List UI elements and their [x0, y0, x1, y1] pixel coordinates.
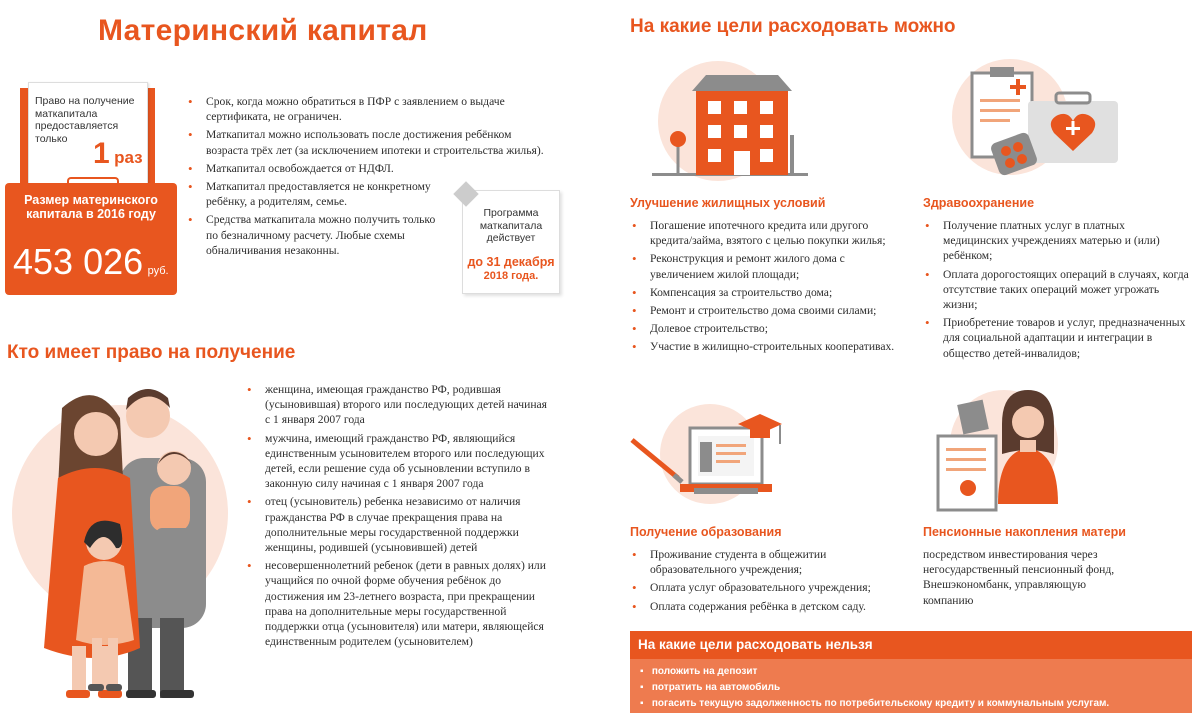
limit-card	[20, 82, 155, 186]
list-item: • Погашение ипотечного кредита или другого кредита/займа, взятого с целью покупки жилья;	[630, 218, 910, 248]
health-list	[923, 218, 1193, 364]
program-note	[462, 190, 560, 294]
page-title: Материнский капитал	[98, 14, 428, 47]
capital-amount: 453 026	[13, 241, 144, 282]
pension-text: посредством инвестирования через негосударственный пенсионный фонд, Внешэкономбанк, управляющую компанию	[923, 548, 1115, 607]
pension-icon	[930, 384, 1080, 514]
list-item: • Получение платных услуг в платных медицинских учреждениях матерью и (или) ребёнком;	[923, 218, 1193, 264]
list-item: ▪ положить на депозит	[640, 666, 758, 677]
list-item: ▪ потратить на автомобиль	[640, 682, 781, 693]
limit-count-unit: раз	[114, 148, 143, 167]
list-item: • несовершеннолетний ребенок (дети в равных долях) или учащийся по очной форме обучения ребёнок до достижения им 23-летнего возраста, при прекращении права на дополнительные меры государственной поддержки отца (усыновителя) или матери, являющейся единственным родителем (усыновителем)	[245, 558, 555, 649]
education-icon	[628, 400, 788, 512]
list-item: • Реконструкция и ремонт жилого дома с увеличением жилой площади;	[630, 251, 910, 281]
housing-title: Улучшение жилищных условий	[630, 196, 826, 210]
forbidden-box	[630, 631, 1192, 713]
eligibility-title: Кто имеет право на получение	[7, 342, 296, 363]
capital-size-label: Размер материнского капитала в 2016 году	[24, 193, 158, 221]
forbidden-item-text: погасить текущую задолженность по потребительскому кредиту и коммунальным услугам.	[651, 698, 1110, 709]
education-list	[630, 547, 910, 617]
allowed-title: На какие цели расходовать можно	[630, 16, 956, 37]
list-item: • Оплата содержания ребёнка в детском саду.	[630, 599, 910, 614]
list-item: • Компенсация за строительство дома;	[630, 285, 910, 300]
list-item: • отец (усыновитель) ребенка независимо от наличия гражданства РФ в случае прекращения права на дополнительные меры государственной поддержки женщины, родившей (усыновившей) детей	[245, 494, 555, 555]
capital-unit: руб.	[147, 265, 169, 277]
family-illustration	[0, 378, 240, 708]
list-item: • мужчина, имеющий гражданство РФ, являющийся единственным усыновителем второго или последующих детей, если решение суда об усыновлении вступило в законную силу начиная с 1 января 2007 года	[245, 431, 555, 492]
list-item: • Долевое строительство;	[630, 321, 910, 336]
education-title: Получение образования	[630, 525, 782, 539]
list-item: • Приобретение товаров и услуг, предназначенных для социальной адаптации и интеграции в общество детей-инвалидов;	[923, 315, 1193, 361]
program-date: до 31 декабря	[467, 255, 555, 269]
list-item: • Оплата дорогостоящих операций в случаях, когда отсутствие таких операций может угрожать жизни;	[923, 267, 1193, 313]
program-year: 2018 года.	[483, 270, 539, 282]
list-item: • Маткапитал освобождается от НДФЛ.	[186, 161, 546, 176]
list-item: • Ремонт и строительство дома своими силами;	[630, 303, 910, 318]
forbidden-item-text: положить на депозит	[651, 666, 758, 677]
forbidden-title: На какие цели расходовать нельзя	[638, 637, 873, 652]
list-item: ▪ погасить текущую задолженность по потребительскому кредиту и коммунальным услугам.	[640, 698, 1110, 709]
forbidden-list	[640, 664, 1109, 712]
capital-size-box	[5, 183, 177, 295]
program-note-text: Программа маткапитала действует	[479, 207, 543, 244]
list-item: • Срок, когда можно обратиться в ПФР с заявлением о выдаче сертификата, не ограничен.	[186, 94, 546, 124]
housing-list	[630, 218, 910, 358]
medical-icon	[950, 55, 1125, 185]
list-item: • Оплата услуг образовательного учреждения;	[630, 580, 910, 595]
list-item: • Маткапитал можно использовать после достижения ребёнком возраста трёх лет (за исключением ипотеки и строительства жилья).	[186, 127, 546, 157]
list-item: • Участие в жилищно-строительных кооперативах.	[630, 339, 910, 354]
limit-count: 1	[93, 137, 110, 170]
list-item: • Маткапитал предоставляется не конкретному ребёнку, а родителям, семье.	[186, 179, 436, 209]
pension-title: Пенсионные накопления матери	[923, 525, 1126, 539]
eligibility-list	[245, 382, 555, 652]
list-item: • Проживание студента в общежитии образовательного учреждения;	[630, 547, 910, 577]
list-item: • женщина, имеющая гражданство РФ, родившая (усыновившая) второго или последующих детей начиная с 1 января 2007 года	[245, 382, 555, 428]
forbidden-item-text: потратить на автомобиль	[651, 682, 781, 693]
list-item: • Средства маткапитала можно получить только по безналичному расчету. Любые схемы обналичивания незаконны.	[186, 212, 436, 258]
limit-card-text: Право на получение маткапитала предоставляется только	[35, 95, 135, 145]
house-icon	[640, 55, 810, 185]
health-title: Здравоохранение	[923, 196, 1035, 210]
